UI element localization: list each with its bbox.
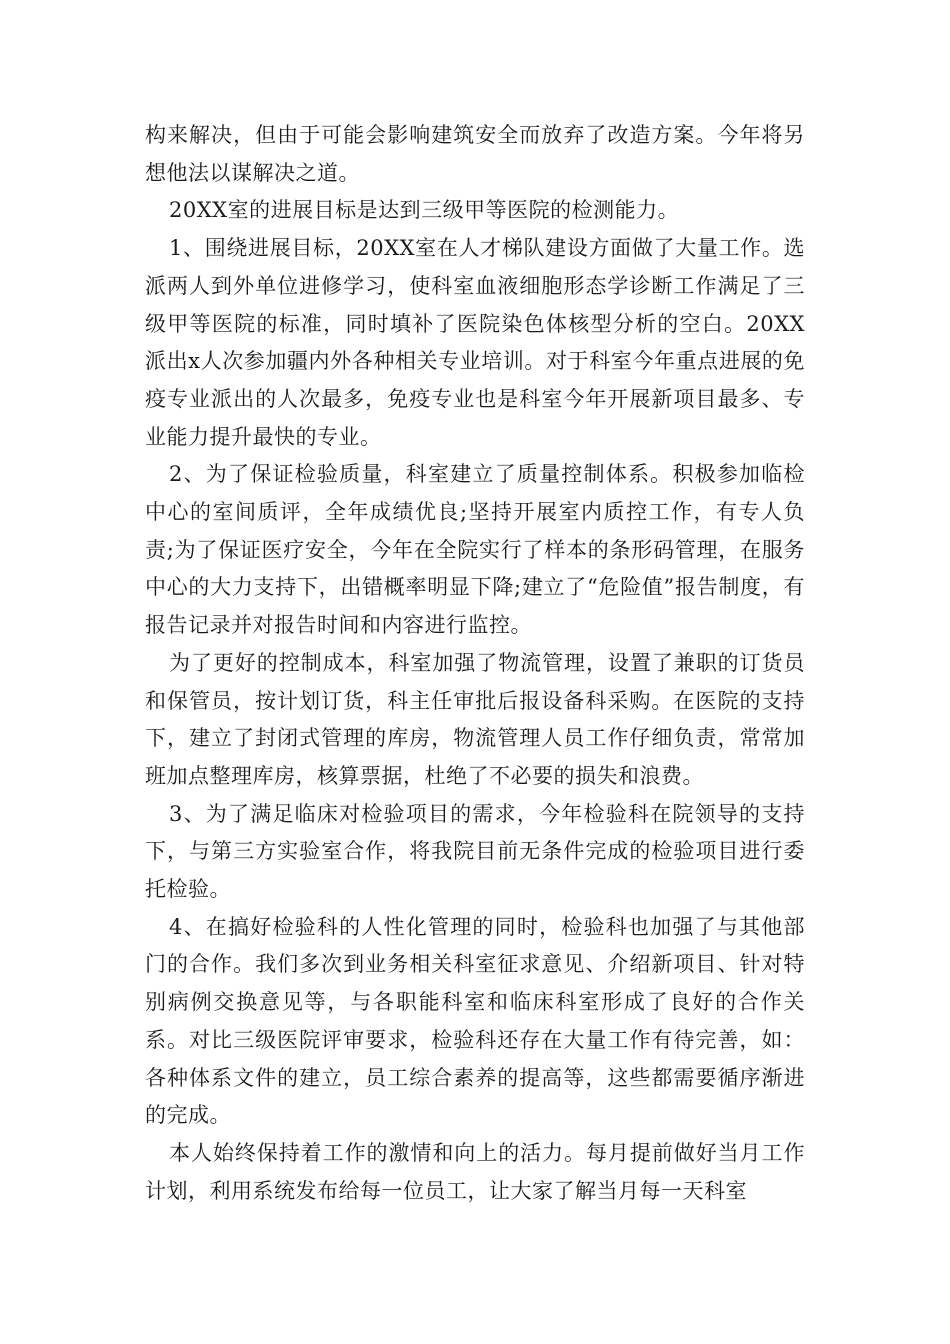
paragraph-1: 构来解决，但由于可能会影响建筑安全而放弃了改造方案。今年将另想他法以谋解决之道。 <box>145 123 805 185</box>
paragraph-5: 为了更好的控制成本，科室加强了物流管理，设置了兼职的订货员和保管员，按计划订货，科主任审批后报设备科采购。在医院的支持下，建立了封闭式管理的库房，物流管理人员工作仔细负责，常常加班加点整理库房，核算票据，杜绝了不必要的损失和浪费。 <box>145 650 805 788</box>
paragraph-8: 本人始终保持着工作的激情和向上的活力。每月提前做好当月工作计划，利用系统发布给每一位员工，让大家了解当月每一天科室 <box>145 1140 805 1203</box>
paragraph-7: 4、在搞好检验科的人性化管理的同时，检验科也加强了与其他部门的合作。我们多次到业务相关科室征求意见、介绍新项目、针对特别病例交换意见等，与各职能科室和临床科室形成了良好的合作关系。对比三级医院评审要求，检验科还存在大量工作有待完善，如：各种体系文件的建立，员工综合素养的提高等，这些都需要循序渐进的完成。 <box>145 914 805 1128</box>
paragraph-4: 2、为了保证检验质量，科室建立了质量控制体系。积极参加临检中心的室间质评，全年成绩优良;坚持开展室内质控工作，有专人负责;为了保证医疗安全，今年在全院实行了样本的条形码管理，在服务中心的大力支持下，出错概率明显下降;建立了“危险值”报告制度，有报告记录并对报告时间和内容进行监控。 <box>145 462 805 638</box>
paragraph-2: 20XX室的进展目标是达到三级甲等医院的检测能力。 <box>169 198 680 223</box>
paragraph-3: 1、围绕进展目标，20XX室在人才梯队建设方面做了大量工作。选派两人到外单位进修学习，使科室血液细胞形态学诊断工作满足了三级甲等医院的标准，同时填补了医院染色体核型分析的空白。20XX派出x人次参加疆内外各种相关专业培训。对于科室今年重点进展的免疫专业派出的人次最多，免疫专业也是科室今年开展新项目最多、专业能力提升最快的专业。 <box>145 236 805 449</box>
document-body <box>145 117 805 1210</box>
paragraph-6: 3、为了满足临床对检验项目的需求，今年检验科在院领导的支持下，与第三方实验室合作，将我院目前无条件完成的检验项目进行委托检验。 <box>145 801 805 902</box>
